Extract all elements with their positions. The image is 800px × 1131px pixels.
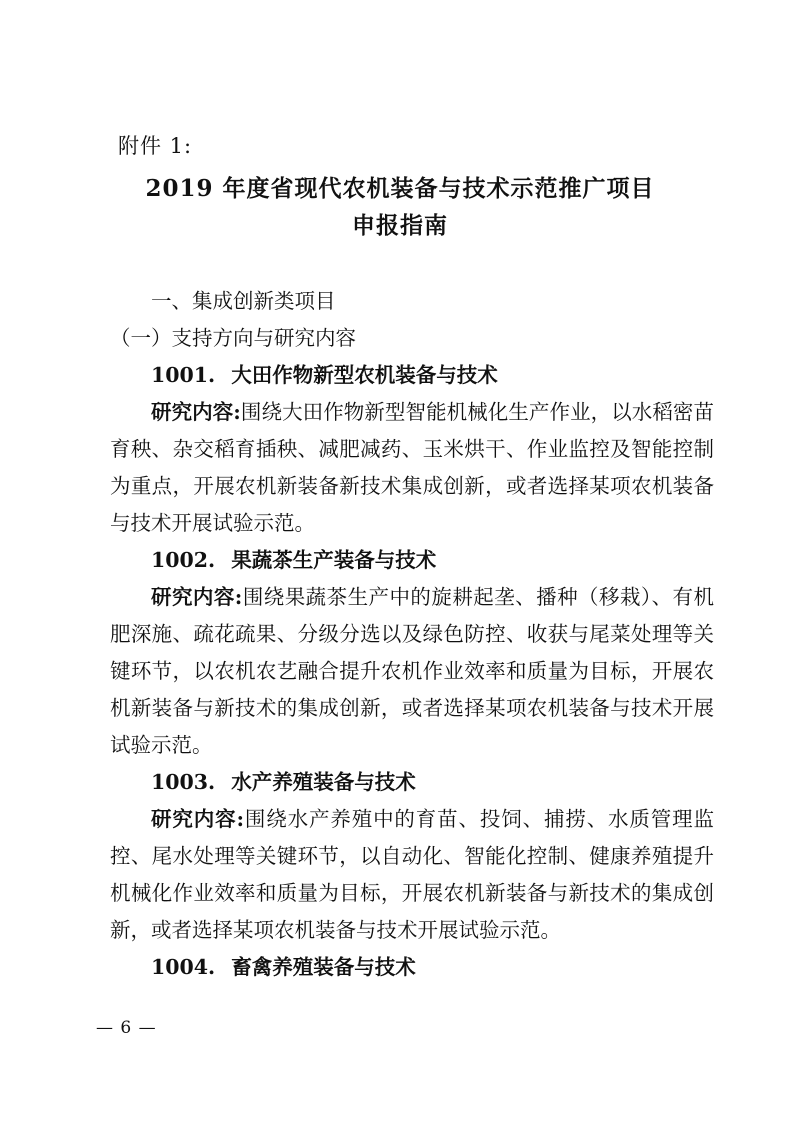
item-lead: 研究内容: [151, 400, 241, 424]
item-title: 水产养殖装备与技术 [231, 770, 416, 794]
item-paragraph [110, 801, 714, 949]
item-paragraph [110, 394, 714, 542]
item-code: 1004. [151, 955, 216, 979]
item-heading [110, 542, 714, 579]
item-lead: 研究内容: [151, 585, 243, 609]
document-body [110, 283, 714, 986]
attachment-label: 附件 1: [118, 134, 193, 158]
document-title-line-1: 2019 年度省现代农机装备与技术示范推广项目 [145, 175, 655, 202]
document-title-line-2: 申报指南 [352, 212, 448, 239]
section-heading: 一、集成创新类项目 [151, 289, 336, 313]
item-title: 畜禽养殖装备与技术 [231, 955, 416, 979]
item-heading [110, 357, 714, 394]
item-title: 果蔬茶生产装备与技术 [231, 548, 437, 572]
item-title: 大田作物新型农机装备与技术 [231, 363, 498, 387]
item-paragraph [110, 579, 714, 764]
subsection-heading: （一）支持方向与研究内容 [110, 326, 356, 350]
item-code: 1001. [151, 363, 216, 387]
item-text: 围绕大田作物新型智能机械化生产作业，以水稻密苗育秧、杂交稻育插秧、减肥减药、玉米烘干、作业监控及智能控制为重点，开展农机新装备新技术集成创新，或者选择某项农机装备与技术开展试验示范。 [110, 400, 714, 535]
item-lead: 研究内容: [151, 807, 245, 831]
item-code: 1003. [151, 770, 216, 794]
page-number: — 6 — [96, 1018, 157, 1038]
item-heading [110, 949, 714, 986]
item-heading [110, 764, 714, 801]
item-code: 1002. [151, 548, 216, 572]
item-text: 围绕果蔬茶生产中的旋耕起垄、播种（移栽）、有机肥深施、疏花疏果、分级分选以及绿色防控、收获与尾菜处理等关键环节，以农机农艺融合提升农机作业效率和质量为目标，开展农机新装备与新技术的集成创新，或者选择某项农机装备与技术开展试验示范。 [110, 585, 714, 757]
item-text: 围绕水产养殖中的育苗、投饲、捕捞、水质管理监控、尾水处理等关键环节，以自动化、智能化控制、健康养殖提升机械化作业效率和质量为目标，开展农机新装备与新技术的集成创新，或者选择某项农机装备与技术开展试验示范。 [110, 807, 715, 942]
